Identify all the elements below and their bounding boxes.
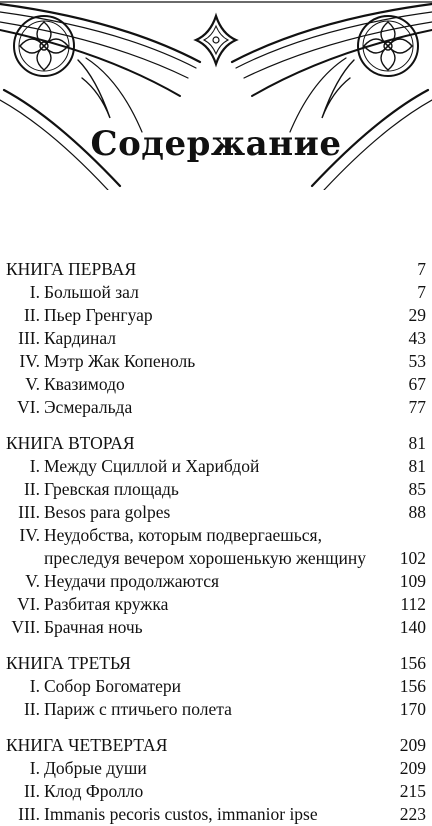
page-number: 77: [408, 397, 426, 417]
toc-book-entry[interactable]: КНИГА ЧЕТВЕРТАЯ . . . 209: [6, 734, 426, 757]
toc-chapter-entry[interactable]: [6, 350, 426, 373]
page-number: 85: [408, 479, 426, 499]
page-number: 88: [408, 502, 426, 522]
page-title: Содержание: [90, 124, 342, 164]
page-number: 209: [399, 735, 426, 755]
chapter-title: Большой зал: [44, 282, 143, 302]
chapter-title: Квазимодо: [44, 374, 129, 394]
chapter-number: VII.: [11, 617, 40, 637]
chapter-number: IV.: [19, 351, 40, 371]
page-number: 209: [399, 758, 426, 778]
toc-chapter-entry[interactable]: [6, 570, 426, 593]
chapter-title: Besos para golpes: [44, 502, 174, 522]
chapter-title: Мэтр Жак Копеноль: [44, 351, 199, 371]
toc-chapter-entry[interactable]: [6, 501, 426, 524]
toc-chapter-entry[interactable]: [6, 396, 426, 419]
page-number: 102: [399, 548, 426, 568]
page-number: 43: [408, 328, 426, 348]
page-number: 140: [399, 617, 426, 637]
section-spacer: [6, 419, 426, 432]
section-spacer: [6, 639, 426, 652]
toc-chapter-entry-first-line[interactable]: [6, 524, 426, 547]
chapter-number: I.: [29, 758, 40, 778]
chapter-number: II.: [23, 781, 40, 801]
chapter-title: Париж с птичьего полета: [44, 699, 236, 719]
toc-book-entry[interactable]: КНИГА ПЕРВАЯ . . . 7: [6, 258, 426, 281]
chapter-title: Пьер Гренгуар: [44, 305, 157, 325]
toc-chapter-entry[interactable]: [6, 455, 426, 478]
page-number: 109: [399, 571, 426, 591]
page-number: 156: [399, 653, 426, 673]
chapter-number: I.: [29, 456, 40, 476]
page-number: 67: [408, 374, 426, 394]
toc-chapter-entry[interactable]: [6, 304, 426, 327]
toc-chapter-entry[interactable]: [6, 373, 426, 396]
chapter-title: Immanis pecoris custos, immanior ipse: [44, 804, 322, 824]
toc-chapter-entry[interactable]: [6, 616, 426, 639]
chapter-number: II.: [23, 699, 40, 719]
chapter-number: IV.: [19, 525, 40, 545]
toc-chapter-entry[interactable]: [6, 780, 426, 803]
chapter-title: Неудачи продолжаются: [44, 571, 223, 591]
toc-chapter-entry[interactable]: [6, 547, 426, 570]
chapter-title: Гревская площадь: [44, 479, 183, 499]
chapter-number: II.: [23, 479, 40, 499]
chapter-title: Между Сциллой и Харибдой: [44, 456, 263, 476]
page-number: 170: [399, 699, 426, 719]
chapter-title: Брачная ночь: [44, 617, 147, 637]
page-number: 81: [408, 433, 426, 453]
page-number: 7: [417, 259, 426, 279]
chapter-number: I.: [29, 676, 40, 696]
toc-chapter-entry[interactable]: [6, 698, 426, 721]
toc-book-entry[interactable]: КНИГА ВТОРАЯ . . . 81: [6, 432, 426, 455]
chapter-number: V.: [25, 374, 40, 394]
page-number: 81: [408, 456, 426, 476]
page-number: 53: [408, 351, 426, 371]
page-number: 29: [408, 305, 426, 325]
chapter-number: II.: [23, 305, 40, 325]
toc-chapter-entry[interactable]: [6, 593, 426, 616]
page-number: 215: [399, 781, 426, 801]
chapter-title: Эсмеральда: [44, 397, 136, 417]
chapter-number: III.: [18, 328, 40, 348]
chapter-number: III.: [18, 502, 40, 522]
chapter-title: Собор Богоматери: [44, 676, 185, 696]
chapter-number: III.: [18, 804, 40, 824]
section-spacer: [6, 721, 426, 734]
chapter-number: I.: [29, 282, 40, 302]
toc-chapter-entry[interactable]: [6, 757, 426, 780]
toc-chapter-entry[interactable]: [6, 478, 426, 501]
page-number: 112: [400, 594, 426, 614]
toc-chapter-entry[interactable]: [6, 327, 426, 350]
chapter-title-line1: Неудобства, которым подвергаешься,: [44, 525, 322, 545]
page-number: 156: [399, 676, 426, 696]
chapter-title: Разбитая кружка: [44, 594, 172, 614]
toc-chapter-entry[interactable]: [6, 675, 426, 698]
chapter-title: Добрые души: [44, 758, 151, 778]
toc-chapter-entry[interactable]: [6, 803, 426, 826]
page-number: 223: [399, 804, 426, 824]
chapter-title: Кардинал: [44, 328, 120, 348]
toc-chapter-entry[interactable]: [6, 281, 426, 304]
chapter-number: V.: [25, 571, 40, 591]
chapter-title: преследуя вечером хорошенькую женщину: [44, 548, 370, 568]
table-of-contents: [6, 258, 426, 826]
chapter-title: Клод Фролло: [44, 781, 147, 801]
chapter-number: VI.: [17, 397, 40, 417]
chapter-number: VI.: [17, 594, 40, 614]
toc-book-entry[interactable]: КНИГА ТРЕТЬЯ . . . 156: [6, 652, 426, 675]
page-number: 7: [417, 282, 426, 302]
